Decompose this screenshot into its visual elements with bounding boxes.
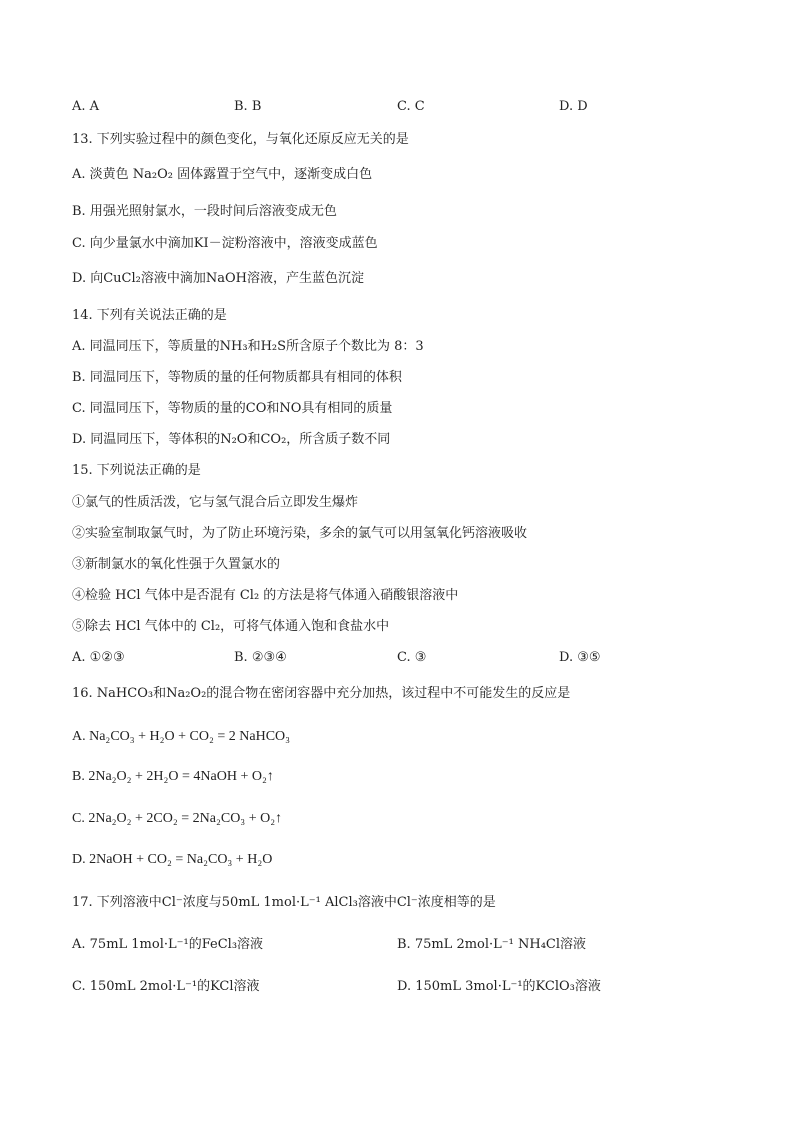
q16-option-a: A. Na₂CO₃ + H₂O + CO₂ = 2 NaHCO₃	[72, 729, 291, 744]
q12-option-c: C. C	[397, 99, 425, 114]
q14-option-b: B. 同温同压下，等物质的量的任何物质都具有相同的体积	[72, 370, 402, 385]
q12-option-d: D. D	[559, 99, 588, 114]
q16-option-d: D. 2NaOH + CO₂ = Na₂CO₃ + H₂O	[72, 852, 273, 867]
q14-option-d: D. 同温同压下，等体积的N₂O和CO₂，所含质子数不同	[72, 432, 391, 447]
q15-stem: 15. 下列说法正确的是	[72, 463, 201, 478]
q12-option-b: B. B	[234, 99, 262, 114]
q15-option-a: A. ①②③	[72, 650, 125, 665]
q15-statement-1: ①氯气的性质活泼，它与氢气混合后立即发生爆炸	[72, 495, 359, 510]
q13-option-c: C. 向少量氯水中滴加KI－淀粉溶液中，溶液变成蓝色	[72, 236, 378, 251]
q14-option-a: A. 同温同压下，等质量的NH₃和H₂S所含原子个数比为 8：3	[72, 339, 424, 354]
q17-option-a: A. 75mL 1mol·L⁻¹的FeCl₃溶液	[72, 937, 264, 952]
q12-option-a: A. A	[72, 99, 100, 114]
q16-option-b: B. 2Na₂O₂ + 2H₂O = 4NaOH + O₂↑	[72, 769, 274, 784]
q16-option-c: C. 2Na₂O₂ + 2CO₂ = 2Na₂CO₃ + O₂↑	[72, 811, 283, 826]
q13-stem: 13. 下列实验过程中的颜色变化，与氧化还原反应无关的是	[72, 132, 409, 147]
q13-option-b: B. 用强光照射氯水，一段时间后溶液变成无色	[72, 204, 337, 219]
q15-statement-5: ⑤除去 HCl 气体中的 Cl₂，可将气体通入饱和食盐水中	[72, 619, 390, 634]
q17-option-d: D. 150mL 3mol·L⁻¹的KClO₃溶液	[397, 979, 601, 994]
q15-option-c: C. ③	[397, 650, 427, 665]
q16-stem: 16. NaHCO₃和Na₂O₂的混合物在密闭容器中充分加热，该过程中不可能发生的反应是	[72, 686, 571, 701]
q13-option-d: D. 向CuCl₂溶液中滴加NaOH溶液，产生蓝色沉淀	[72, 271, 364, 286]
q15-statement-4: ④检验 HCl 气体中是否混有 Cl₂ 的方法是将气体通入硝酸银溶液中	[72, 588, 459, 603]
q15-option-b: B. ②③④	[234, 650, 287, 665]
q14-stem: 14. 下列有关说法正确的是	[72, 308, 227, 323]
q17-option-b: B. 75mL 2mol·L⁻¹ NH₄Cl溶液	[397, 937, 587, 952]
q15-option-d: D. ③⑤	[559, 650, 601, 665]
q17-option-c: C. 150mL 2mol·L⁻¹的KCl溶液	[72, 979, 260, 994]
q13-option-a: A. 淡黄色 Na₂O₂ 固体露置于空气中，逐渐变成白色	[72, 167, 373, 182]
q15-statement-2: ②实验室制取氯气时，为了防止环境污染，多余的氯气可以用氢氧化钙溶液吸收	[72, 526, 528, 541]
q15-statement-3: ③新制氯水的氧化性强于久置氯水的	[72, 557, 281, 572]
q17-stem: 17. 下列溶液中Cl⁻浓度与50mL 1mol·L⁻¹ AlCl₃溶液中Cl⁻浓度相等的是	[72, 895, 496, 910]
q14-option-c: C. 同温同压下，等物质的量的CO和NO具有相同的质量	[72, 401, 393, 416]
